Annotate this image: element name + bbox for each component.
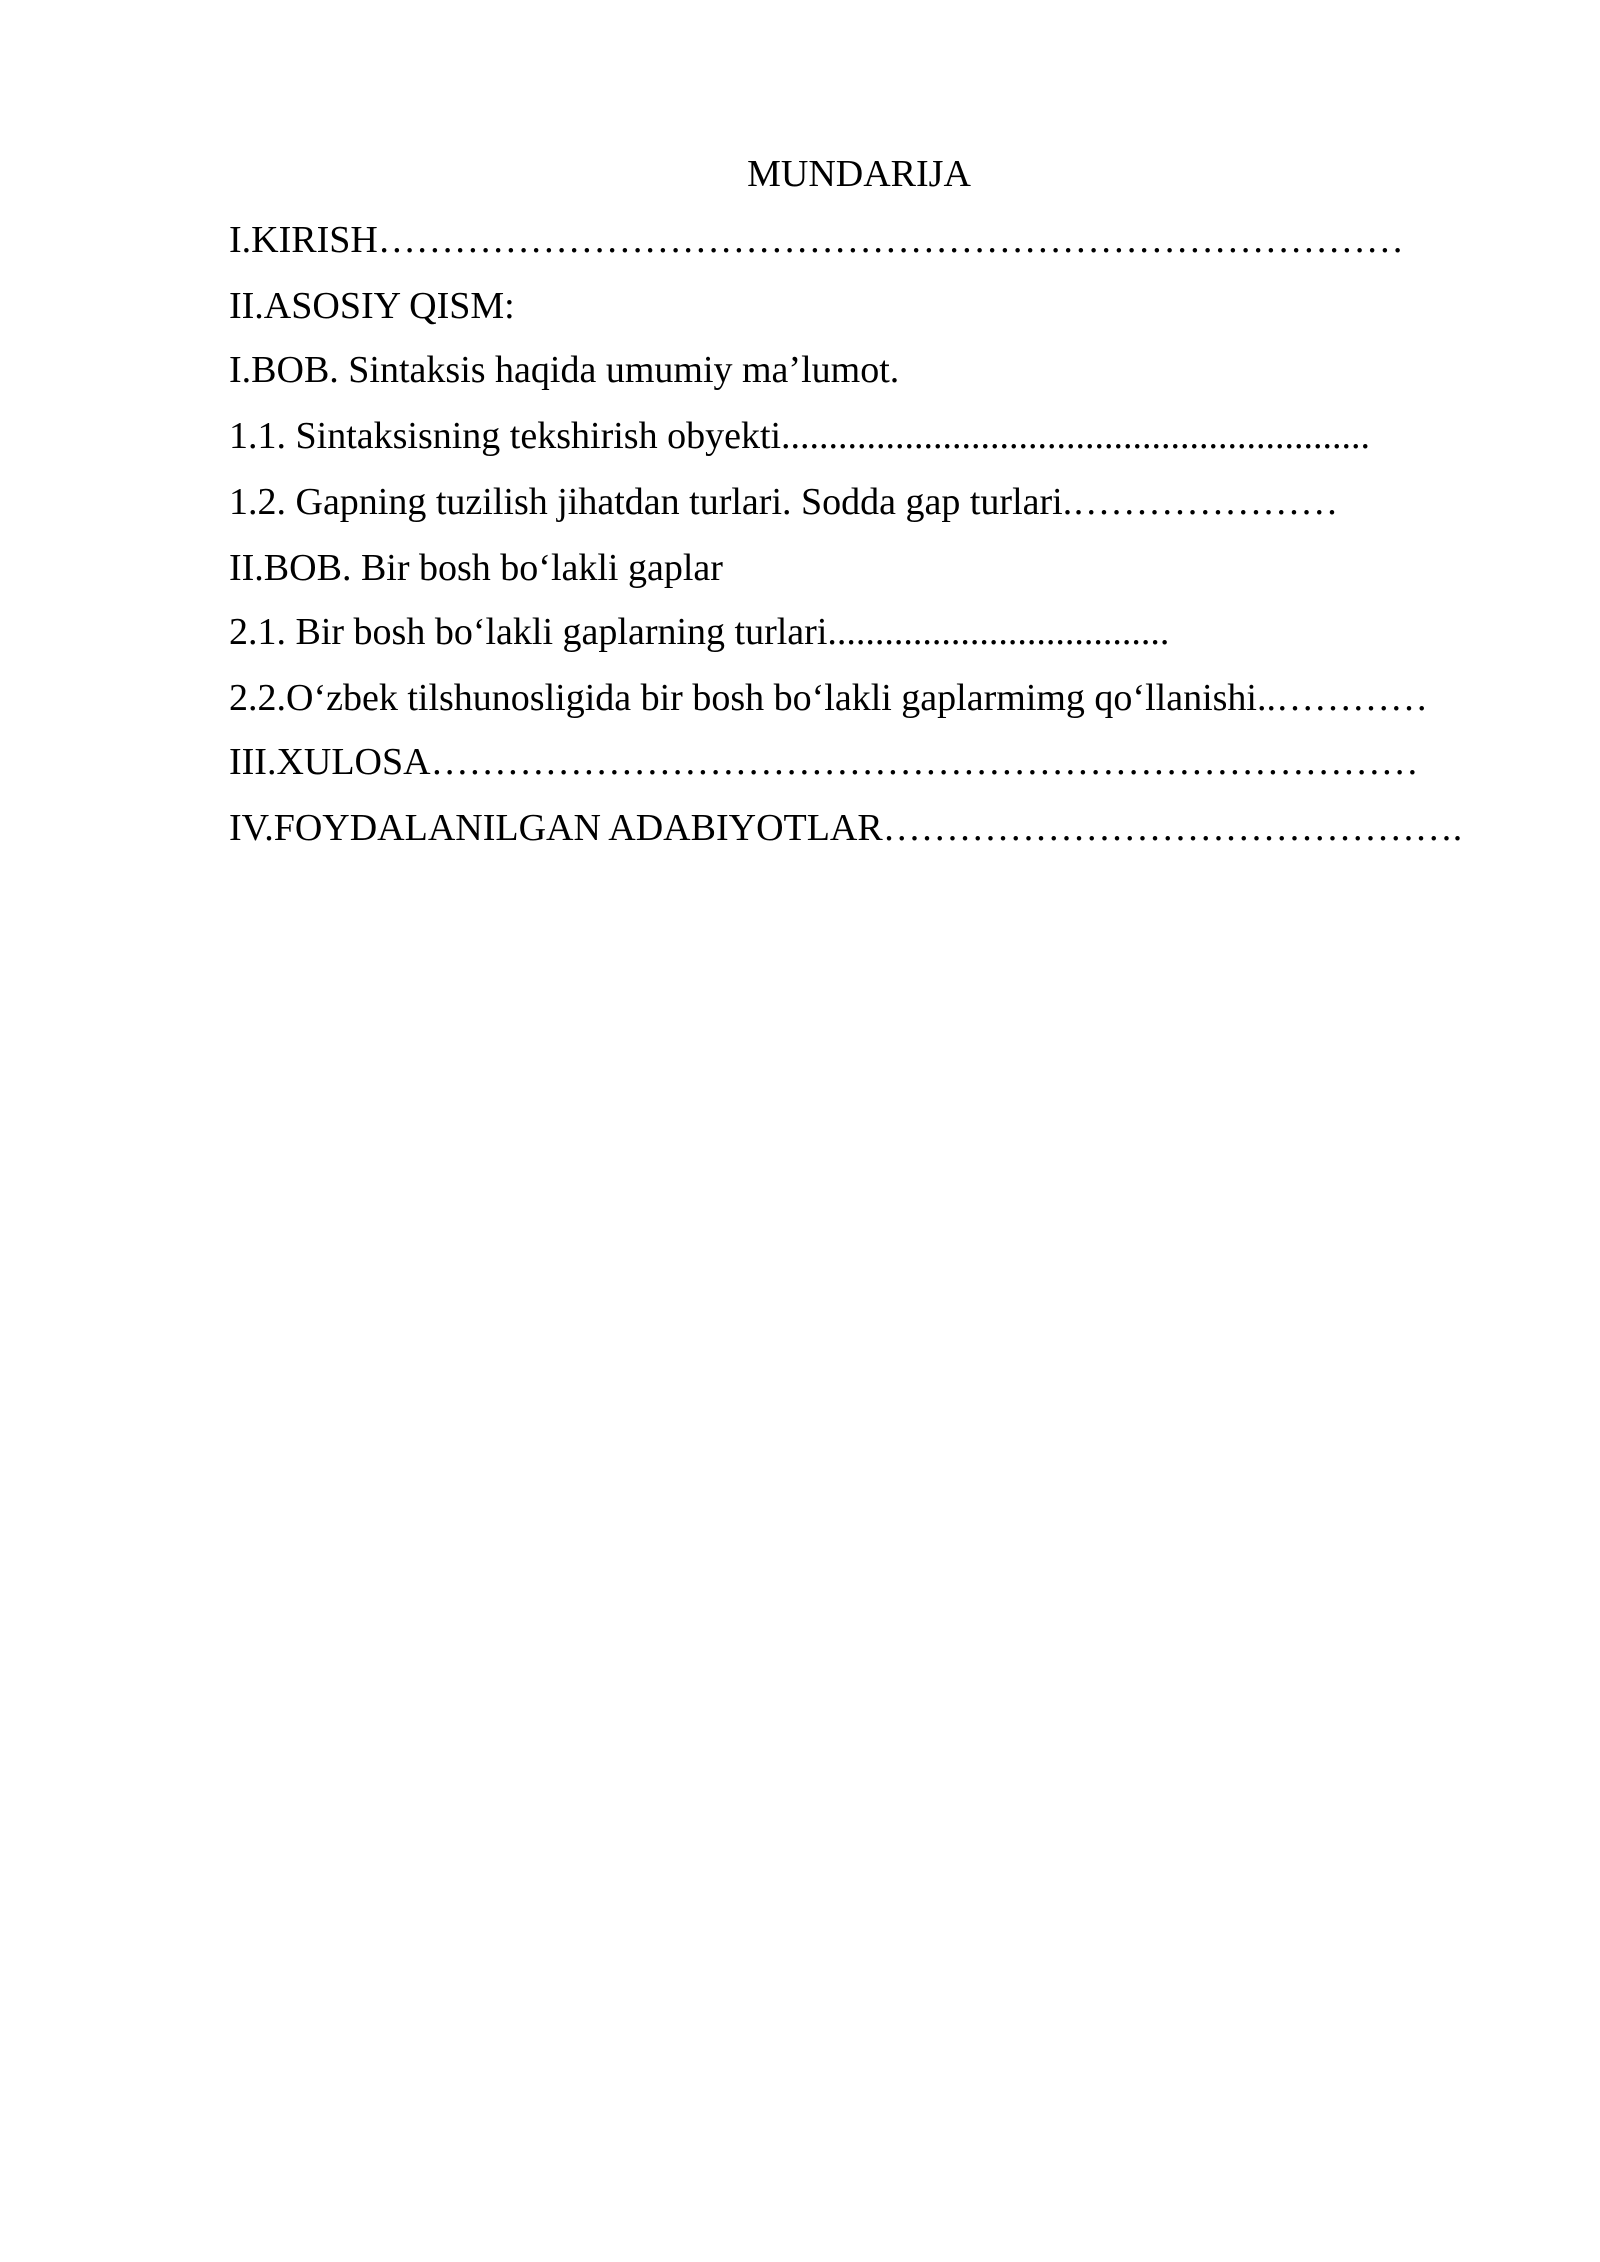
toc-item-2-2: 2.2.O‘zbek tilshunosligida bir bosh bo‘lakli gaplarmimg qo‘llanishi..………… [229,677,1428,719]
toc-item-2-1: 2.1. Bir bosh bo‘lakli gaplarning turlari.................................... [229,611,1170,653]
toc-item-bob-2: II.BOB. Bir bosh bo‘lakli gaplar [229,547,723,589]
table-of-contents [229,216,1462,870]
toc-item-asosiy-qism: II.ASOSIY QISM: [229,285,515,327]
page-title: MUNDARIJA [747,153,971,195]
toc-item-1-1: 1.1. Sintaksisning tekshirish obyekti.............................................................. [229,415,1371,457]
toc-item-xulosa: III.XULOSA…………………………………………………………………… [229,741,1419,783]
toc-item-1-2: 1.2. Gapning tuzilish jihatdan turlari. Sodda gap turlari.………………… [229,481,1339,523]
toc-item-kirish: I.KIRISH……………………………………………………………………… [229,219,1404,261]
toc-item-bob-1: I.BOB. Sintaksis haqida umumiy ma’lumot. [229,349,900,391]
toc-item-adabiyotlar: IV.FOYDALANILGAN ADABIYOTLAR………………………………………. [229,807,1463,849]
